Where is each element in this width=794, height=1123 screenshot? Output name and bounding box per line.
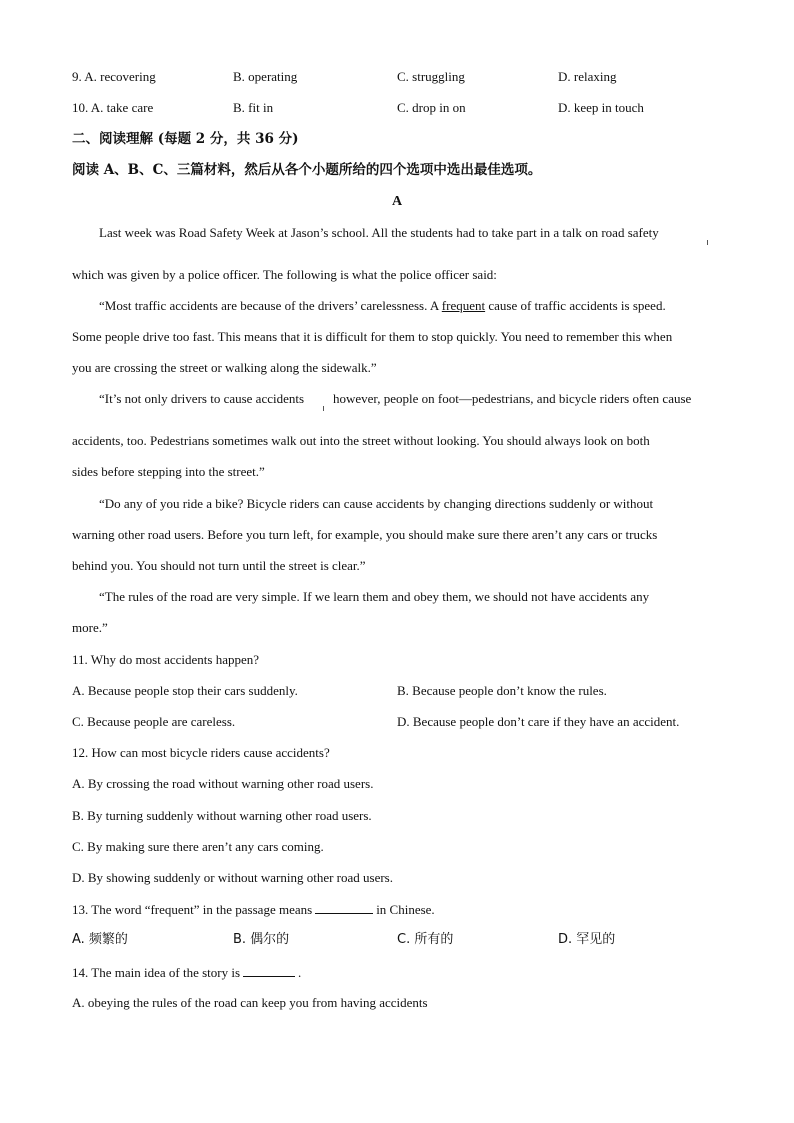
q13-option-d: D. 罕见的 — [558, 932, 616, 947]
question-stem: 13. The word “frequent” in the passage means in Chinese. — [72, 902, 435, 917]
answer-blank — [243, 964, 295, 977]
passage-line: “The rules of the road are very simple. If we learn them and obey them, we should not have accidents any — [99, 589, 650, 604]
passage-line: behind you. You should not turn until the street is clear.” — [72, 558, 366, 573]
passage-line: you are crossing the street or walking along the sidewalk.” — [72, 360, 377, 375]
q11-option-c: C. Because people are careless. — [72, 714, 236, 729]
underlined-word-frequent: frequent — [441, 298, 486, 313]
question-stem: 14. The main idea of the story is . — [72, 965, 302, 980]
passage-line: sides before stepping into the street.” — [72, 464, 265, 479]
passage-line: “Do any of you ride a bike? Bicycle riders can cause accidents by changing directions suddenly or without — [99, 496, 654, 511]
q9-option-a: 9. A. recovering — [72, 69, 156, 84]
passage-line: however, people on foot—pedestrians, and bicycle riders often cause — [333, 391, 692, 406]
q10-option-c: C. drop in on — [397, 100, 466, 115]
q11-option-d: D. Because people don’t care if they have an accident. — [397, 714, 680, 729]
question-stem: 12. How can most bicycle riders cause accidents? — [72, 745, 330, 760]
answer-blank — [315, 901, 373, 914]
passage-line: Some people drive too fast. This means that it is difficult for them to stop quickly. You need to remember this when — [72, 329, 673, 344]
passage-line: Last week was Road Safety Week at Jason’s school. All the students had to take part in a talk on road safety — [99, 225, 659, 240]
passage-line: more.” — [72, 620, 108, 635]
q11-option-a: A. Because people stop their cars suddenly. — [72, 683, 298, 698]
q10-option-b: B. fit in — [233, 100, 274, 115]
q10-option-d: D. keep in touch — [558, 100, 644, 115]
q9-option-c: C. struggling — [397, 69, 465, 84]
section-title: 二、阅读理解 (每题 2 分，共 36 分) — [72, 131, 299, 147]
q13-option-b: B. 偶尔的 — [233, 932, 290, 947]
q9-option-b: B. operating — [233, 69, 298, 84]
passage-line: “It’s not only drivers to cause accidents — [99, 391, 305, 406]
passage-line: warning other road users. Before you turn left, for example, you should make sure there aren’t any cars or trucks — [72, 527, 658, 542]
passage-line: which was given by a police officer. The following is what the police officer said: — [72, 267, 497, 282]
q14-option-a: A. obeying the rules of the road can keep you from having accidents — [72, 995, 428, 1010]
instructions: 阅读 A、B、C、三篇材料，然后从各个小题所给的四个选项中选出最佳选项。 — [72, 162, 542, 178]
q10-option-a: 10. A. take care — [72, 100, 154, 115]
q13-option-c: C. 所有的 — [397, 932, 454, 947]
q12-option-d: D. By showing suddenly or without warning other road users. — [72, 870, 393, 885]
passage-letter: A — [391, 194, 403, 209]
q12-option-a: A. By crossing the road without warning other road users. — [72, 776, 374, 791]
q9-option-d: D. relaxing — [558, 69, 617, 84]
q12-option-b: B. By turning suddenly without warning other road users. — [72, 808, 372, 823]
passage-line: accidents, too. Pedestrians sometimes walk out into the street without looking. You should always look on both — [72, 433, 650, 448]
stray-mark — [707, 240, 708, 245]
q12-option-c: C. By making sure there aren’t any cars coming. — [72, 839, 324, 854]
q13-option-a: A. 频繁的 — [72, 932, 128, 947]
question-stem: 11. Why do most accidents happen? — [72, 652, 260, 667]
stray-mark — [323, 406, 324, 411]
passage-line: “Most traffic accidents are because of the drivers’ carelessness. A frequent cause of traffic accidents is speed. — [99, 298, 666, 313]
q11-option-b: B. Because people don’t know the rules. — [397, 683, 607, 698]
